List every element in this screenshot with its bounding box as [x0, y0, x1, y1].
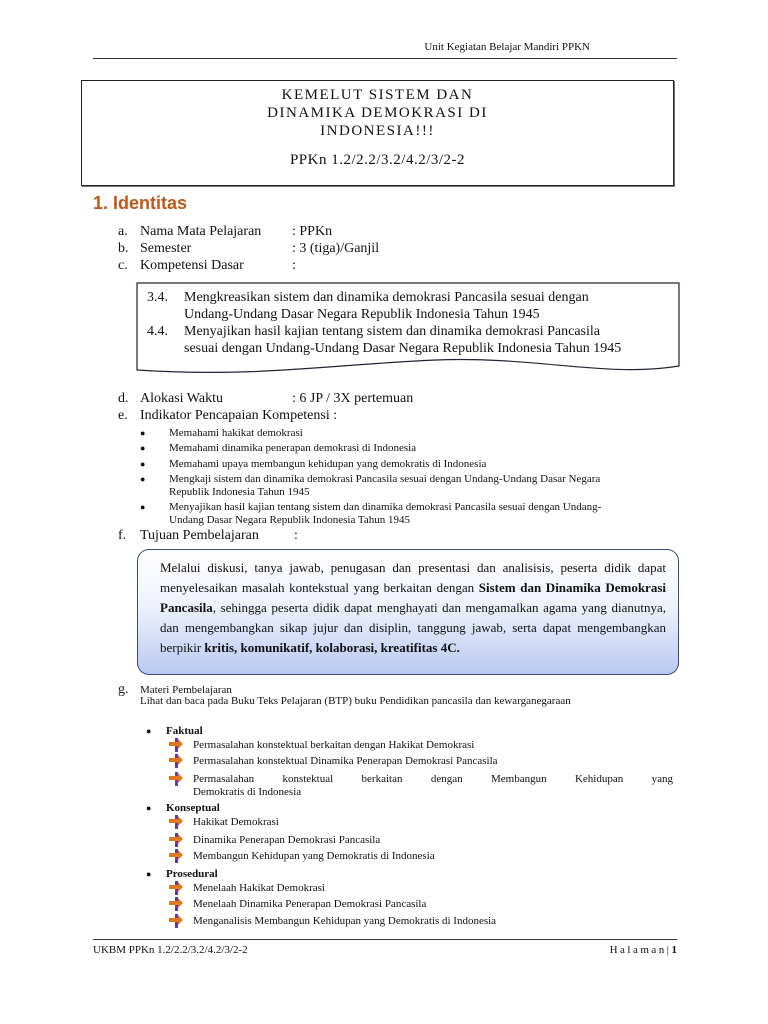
title-line-1: KEMELUT SISTEM DAN [281, 87, 474, 103]
row-value: : 6 JP / 3X pertemuan [292, 391, 414, 406]
row-marker: c. [118, 258, 128, 273]
arrow-bullet-icon [169, 849, 185, 863]
footer-divider [93, 939, 677, 940]
footer-document-code: UKBM PPKn 1.2/2.2/3.2/4.2/3/2-2 [93, 944, 248, 956]
indikator-text: Memahami dinamika penerapan demokrasi di Indonesia [169, 442, 417, 454]
tujuan-text: Melalui diskusi, tanya jawab, penugasan dan presentasi dan analisisis, peserta didik dapat menyelesaikan masalah kontekstual yang berkaitan dengan Sistem dan Dinamika Demokrasi Pancasila, sehingga peserta didik dapat menghayati dan mengamalkan agama yang dianutnya, dan mengembangkan sikap jujur dan disiplin, tanggung jawab, serta dapat mengembangkan berpikir kritis, komunikatif, kolaborasi, kreatifitas 4C. [160, 560, 666, 655]
row-value: : [292, 258, 296, 273]
kd-text-line: sesuai dengan Undang-Undang Dasar Negara Republik Indonesia Tahun 1945 [184, 341, 622, 356]
arrow-bullet-icon [169, 815, 185, 829]
row-marker: b. [118, 241, 129, 256]
footer-page-indicator [610, 944, 677, 956]
row-value: : 3 (tiga)/Ganjil [292, 241, 380, 256]
row-label: Alokasi Waktu [140, 391, 223, 406]
arrow-bullet-icon [169, 897, 185, 911]
arrow-bullet-icon [169, 754, 185, 768]
header-divider [93, 58, 677, 59]
arrow-bullet-icon [169, 772, 185, 786]
indikator-text: Undang Dasar Negara Republik Indonesia Tahun 1945 [169, 514, 410, 526]
header-unit-text: Unit Kegiatan Belajar Mandiri PPKN [424, 41, 590, 53]
footer-page-number: 1 [671, 944, 677, 956]
arrow-bullet-icon [169, 738, 185, 752]
kompetensi-dasar-box [136, 282, 679, 376]
kd-text-line: Undang-Undang Dasar Negara Republik Indonesia Tahun 1945 [184, 307, 540, 322]
bullet-dot: ● [140, 443, 146, 453]
indikator-text: Menyajikan hasil kajian tentang sistem dan dinamika demokrasi Pancasila sesuai dengan Undang- [169, 501, 602, 513]
row-marker: a. [118, 224, 128, 239]
arrow-bullet-icon [169, 914, 185, 928]
row-label: Kompetensi Dasar [140, 258, 244, 273]
bullet-dot: ● [140, 502, 146, 512]
bullet-dot: ● [140, 428, 146, 438]
arrow-bullet-icon [169, 833, 185, 847]
bullet-dot: ● [146, 726, 152, 736]
row-marker: d. [118, 391, 129, 406]
title-box [81, 80, 674, 186]
tujuan-box [137, 549, 679, 675]
kd-number: 3.4. [147, 290, 168, 305]
bullet-dot: ● [146, 869, 152, 879]
kd-number: 4.4. [147, 324, 168, 339]
title-code: PPKn 1.2/2.2/3.2/4.2/3/2-2 [289, 152, 466, 168]
row-marker: f. [118, 528, 127, 543]
row-label: Tujuan Pembelajaran [140, 528, 259, 543]
row-label: Nama Mata Pelajaran [140, 224, 262, 239]
row-label: Indikator Pencapaian Kompetensi : [140, 408, 338, 423]
row-marker: g. [118, 682, 129, 697]
indikator-text: Republik Indonesia Tahun 1945 [169, 486, 310, 498]
indikator-text: Memahami hakikat demokrasi [169, 427, 303, 439]
indikator-text: Memahami upaya membangun kehidupan yang demokratis di Indonesia [169, 458, 487, 470]
title-line-2: DINAMIKA DEMOKRASI DI [267, 105, 488, 121]
row-value: : [294, 528, 298, 543]
title-line-3: INDONESIA!!! [320, 123, 435, 139]
materi-intro: Lihat dan baca pada Buku Teks Pelajaran (BTP) buku Pendidikan pancasila dan kewarganegaraan [140, 695, 571, 707]
footer-page-label: Halaman| [609, 944, 672, 956]
bullet-dot: ● [140, 474, 146, 484]
row-value: : PPKn [292, 224, 333, 239]
arrow-bullet-icon [169, 881, 185, 895]
bullet-dot: ● [140, 459, 146, 469]
indikator-text: Mengkaji sistem dan dinamika demokrasi Pancasila sesuai dengan Undang-Undang Dasar Negara [169, 473, 601, 485]
section-heading-identitas: 1. Identitas [93, 193, 188, 213]
tujuan-bold-1: Sistem dan Dinamika Demokrasi Pancasila [160, 580, 666, 615]
bullet-dot: ● [146, 803, 152, 813]
row-label: Materi Pembelajaran [140, 684, 232, 696]
kd-text-line: Mengkreasikan sistem dan dinamika demokrasi Pancasila sesuai dengan [184, 290, 589, 305]
tujuan-bold-2: kritis, komunikatif, kolaborasi, kreatifitas 4C. [204, 640, 460, 655]
row-marker: e. [118, 408, 128, 423]
kd-text-line: Menyajikan hasil kajian tentang sistem dan dinamika demokrasi Pancasila [184, 324, 601, 339]
row-label: Semester [140, 241, 192, 256]
